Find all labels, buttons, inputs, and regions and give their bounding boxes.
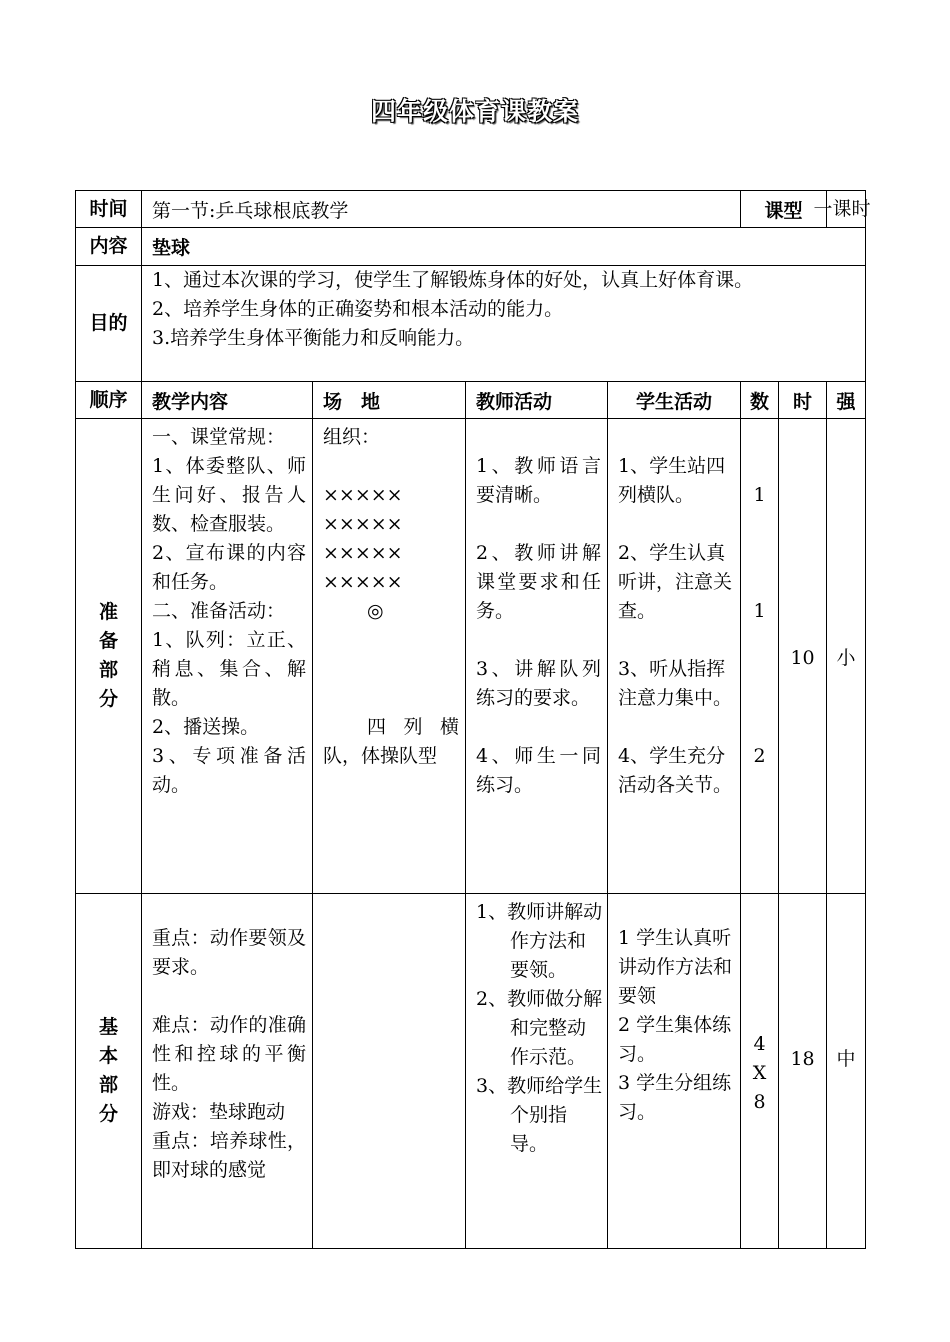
section-preparation: [76, 419, 866, 894]
col-count: 数: [741, 382, 779, 419]
col-student: 学生活动: [608, 382, 741, 419]
student-activity: 1 学生认真听讲动作方法和要领 2 学生集体练习。 3 学生分组练习。: [608, 894, 741, 1249]
duration: 18: [779, 894, 827, 1249]
row-time: [76, 191, 866, 228]
time-label: 时间: [76, 191, 142, 228]
student-activity: 1、学生站四列横队。 2、学生认真听讲，注意关查。 3、听从指挥注意力集中。 4、学生充分活动各关节。: [608, 419, 741, 894]
teacher-item: 3、教师给学生个别指导。: [476, 1075, 603, 1155]
teacher-position-mark: ◎: [367, 600, 384, 622]
page-title: 四年级体育课教案: [370, 97, 579, 126]
type-label: 课型: [741, 191, 827, 228]
venue: [313, 419, 466, 894]
col-intensity: 强: [827, 382, 866, 419]
time-value: 第一节:乒乓球根底教学: [142, 191, 741, 228]
col-venue: 场 地: [313, 382, 466, 419]
formation-row: ×××××: [323, 571, 403, 593]
duration: 10: [779, 419, 827, 894]
goal-item: 3.培养学生身体平衡能力和反响能力。: [152, 327, 475, 349]
goal-item: 1、通过本次课的学习，使学生了解锻炼身体的好处，认真上好体育课。: [152, 269, 754, 291]
col-time: 时: [779, 382, 827, 419]
section-name: 基 本 部 分: [76, 894, 142, 1249]
count: 4 X 8: [741, 894, 779, 1249]
type-value: 一课时: [813, 197, 871, 220]
formation-row: ×××××: [323, 513, 403, 535]
intensity: 中: [827, 894, 866, 1249]
teacher-item: 2、教师做分解和完整动作示范。: [476, 988, 603, 1068]
col-content: 教学内容: [142, 382, 313, 419]
teacher-activity: 1、教师语言要清晰。 2、教师讲解课堂要求和任务。 3、讲解队列练习的要求。 4、师生一同练习。: [466, 419, 608, 894]
row-goal: [76, 266, 866, 382]
intensity: 小: [827, 419, 866, 894]
lesson-plan-table: [75, 190, 871, 1249]
col-order: 顺序: [76, 382, 142, 419]
content-label: 内容: [76, 228, 142, 266]
count: 1 1 2: [741, 419, 779, 894]
formation-row: ×××××: [323, 542, 403, 564]
section-name: 准 备 部 分: [76, 419, 142, 894]
row-column-headers: [76, 382, 866, 419]
goal-item: 2、培养学生身体的正确姿势和根本活动的能力。: [152, 298, 564, 320]
teacher-item: 1、教师讲解动作方法和要领。: [476, 901, 603, 981]
content-value: 垫球: [142, 228, 866, 266]
venue: [313, 894, 466, 1249]
row-content: [76, 228, 866, 266]
teacher-activity: [466, 894, 608, 1249]
goal-label: 目的: [76, 266, 142, 382]
teaching-content: 一、课堂常规： 1、体委整队、师生问好、报告人数、检查服装。 2、宣布课的内容和任务。 二、准备活动： 1、队列：立正、稍息、集合、解散。 2、播送操。 3、专项准备活动。: [142, 419, 313, 894]
teaching-content: 重点：动作要领及要求。 难点：动作的准确性和控球的平衡性。 游戏：垫球跑动 重点：培养球性，即对球的感觉: [142, 894, 313, 1249]
venue-label: 组织：: [323, 426, 381, 448]
section-basic: [76, 894, 866, 1249]
venue-note: 四列横队，体操队型: [323, 716, 459, 767]
formation-row: ×××××: [323, 484, 403, 506]
col-teacher: 教师活动: [466, 382, 608, 419]
